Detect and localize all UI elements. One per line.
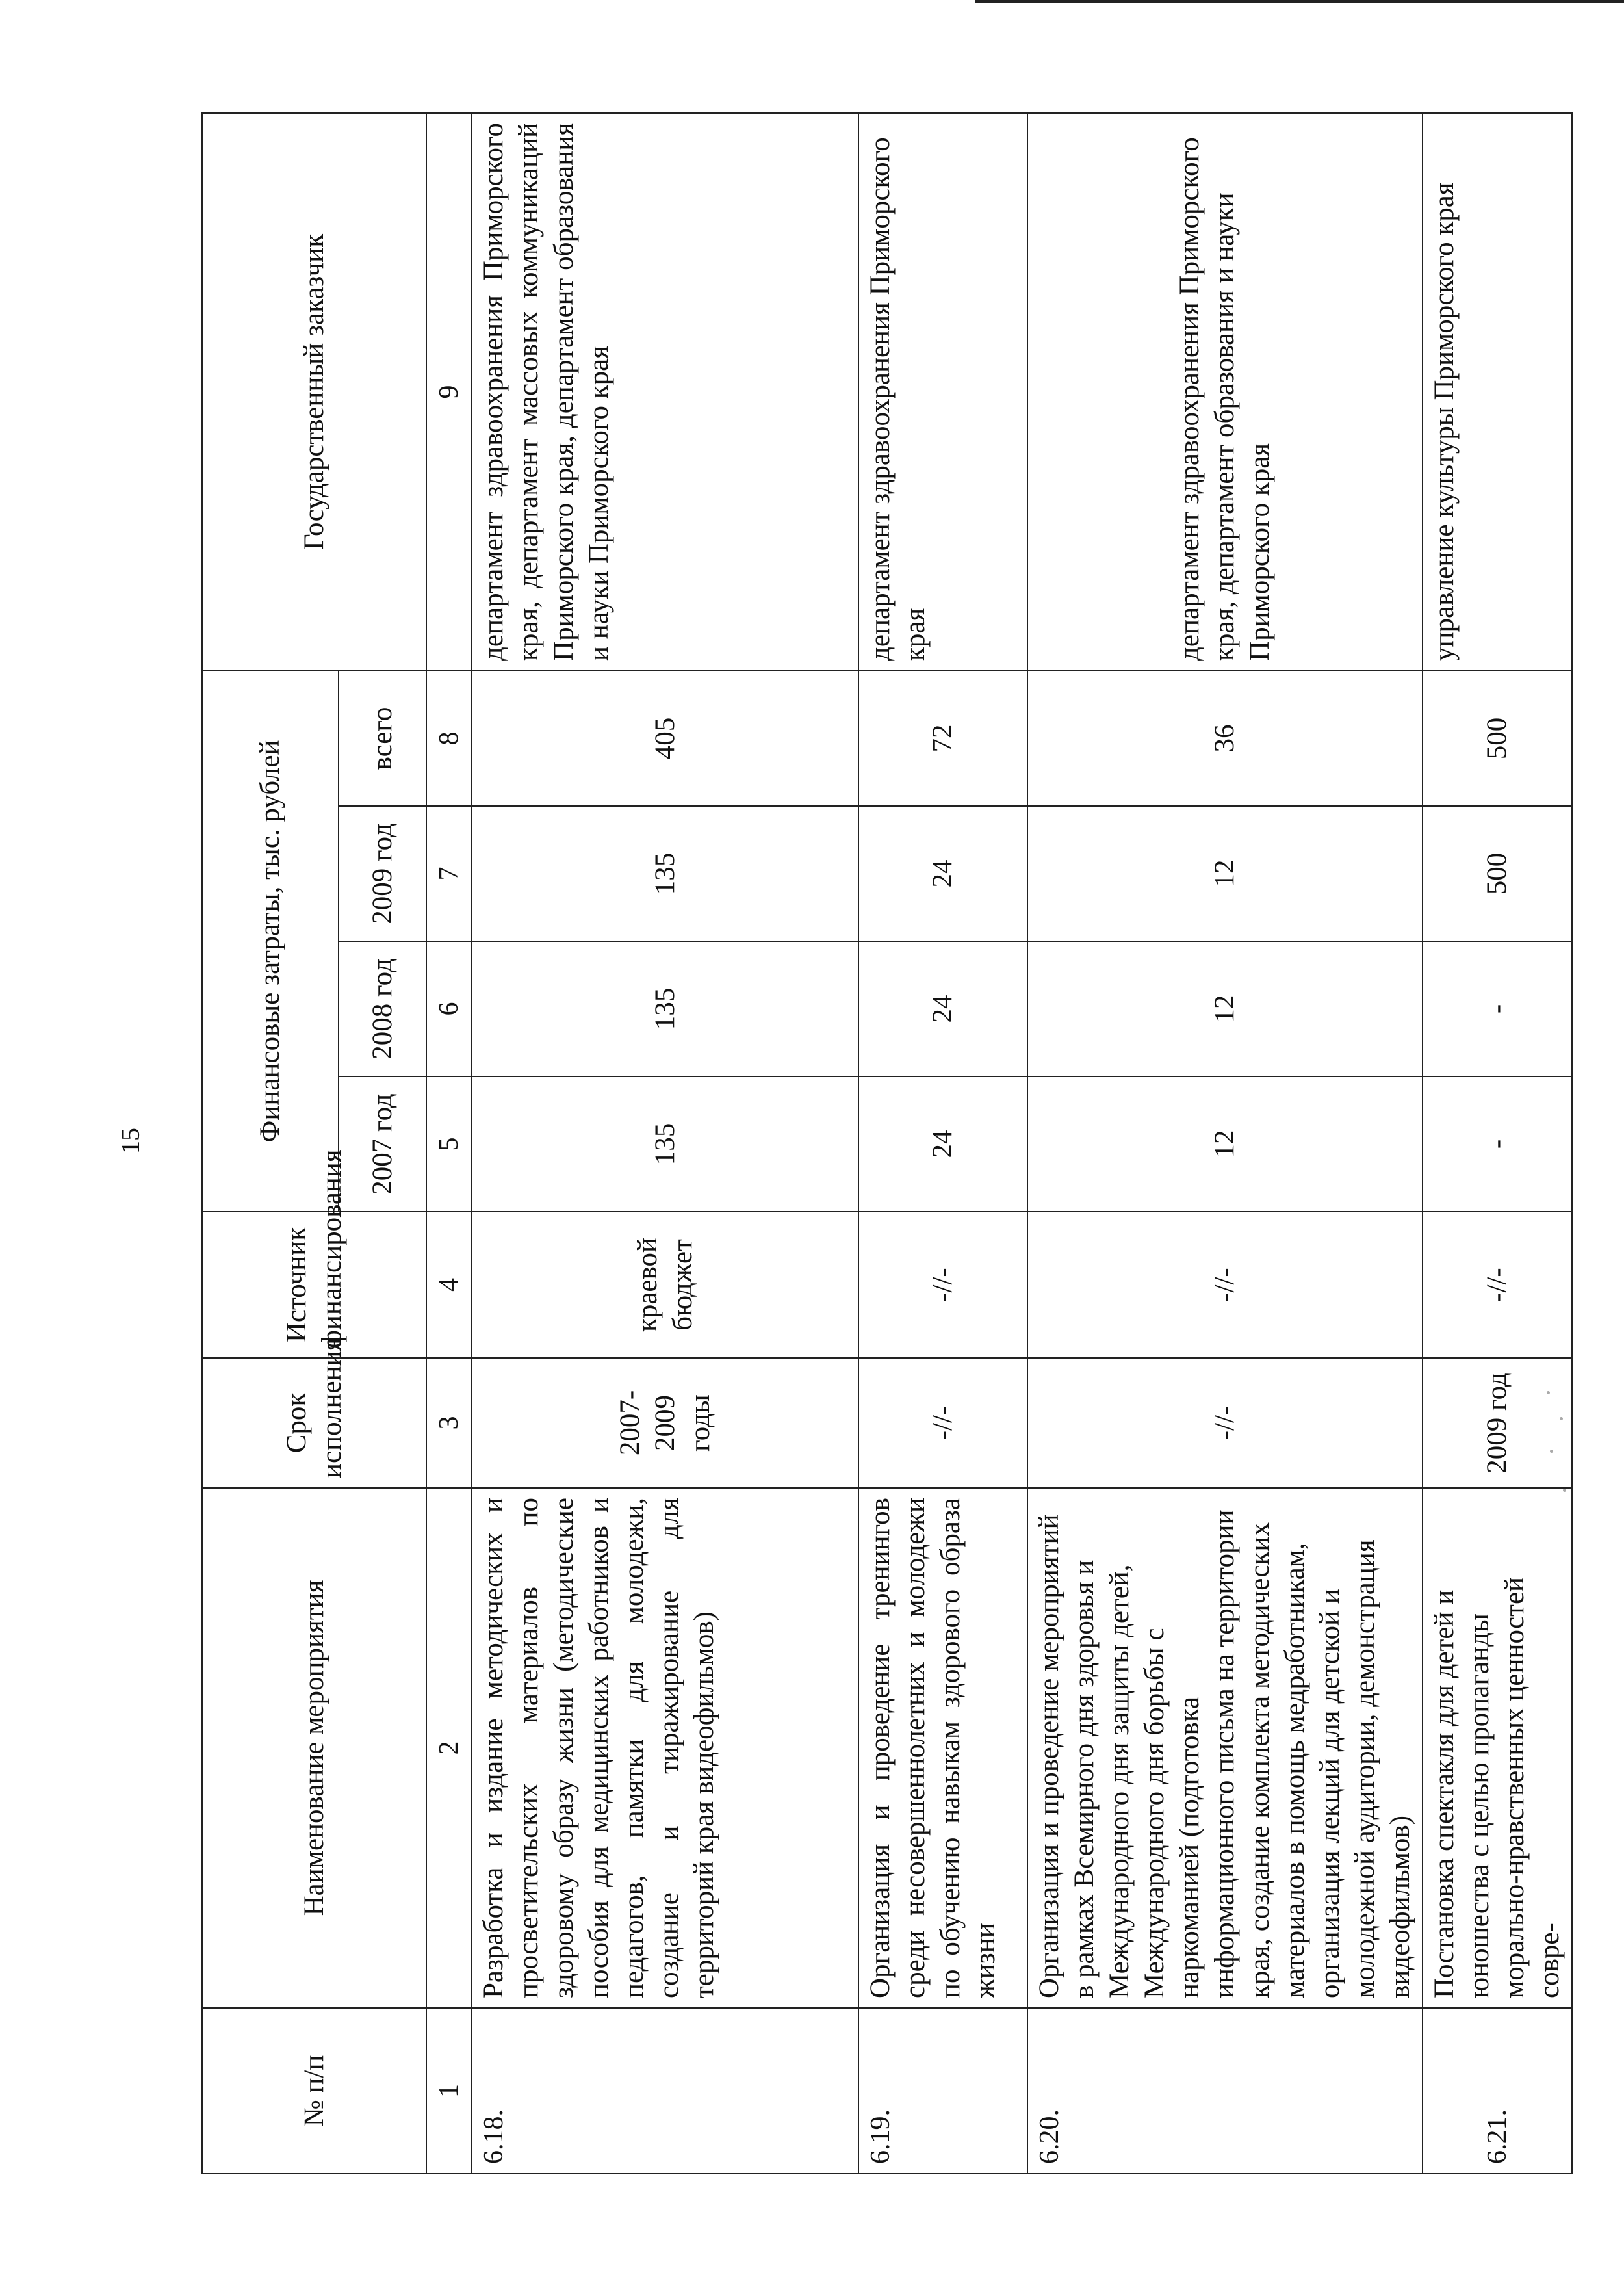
header-total: всего [339, 671, 426, 806]
table-row [472, 113, 858, 2174]
table-row [1027, 113, 1423, 2174]
cost-2008: - [1423, 941, 1572, 1076]
customer: департамент здравоохранения Приморского края, департамент образования и науки Приморского края [1027, 113, 1423, 671]
term: -//- [858, 1358, 1027, 1488]
cost-2008: 12 [1027, 941, 1423, 1076]
cost-2007: - [1423, 1076, 1572, 1212]
column-number: 4 [426, 1212, 472, 1358]
cost-2007: 24 [858, 1076, 1027, 1212]
measure-name: Разработка и издание методических и просветительских материалов по здоровому образу жизни (методические пособия для медицинских работников и педагогов, памятки для молодежи, создание и тиражирование для территорий края видеофильмов) [472, 1488, 858, 2008]
customer: департамент здравоохранения Приморского края, департамент массовых коммуникаций Приморского края, департамент образования и науки Приморского края [472, 113, 858, 671]
customer: департамент здравоохранения Приморского края [858, 113, 1027, 671]
cost-total: 36 [1027, 671, 1423, 806]
cost-2008: 135 [472, 941, 858, 1076]
funding-source: -//- [1027, 1212, 1423, 1358]
cost-2009: 500 [1423, 806, 1572, 941]
cost-total: 500 [1423, 671, 1572, 806]
column-number: 1 [426, 2008, 472, 2174]
page-number: 15 [115, 1128, 145, 1154]
header-2007: 2007 год [339, 1076, 426, 1212]
cost-2009: 24 [858, 806, 1027, 941]
table-row [858, 113, 1027, 2174]
header-costs-group: Финансовые затраты, тыс. рублей [202, 671, 339, 1212]
header-row [202, 113, 339, 2174]
cost-2009: 135 [472, 806, 858, 941]
rotated-table-sheet [201, 114, 1565, 2174]
term: -//- [1027, 1358, 1423, 1488]
header-term: Срок исполнения [202, 1358, 426, 1488]
column-number: 6 [426, 941, 472, 1076]
measure-name: Постановка спектакля для детей и юношества с целью пропаганды морально-нравственных ценностей совре- [1423, 1488, 1572, 2008]
funding-source: краевой бюджет [472, 1212, 858, 1358]
header-name: Наименование мероприятия [202, 1488, 426, 2008]
row-number: 6.19. [858, 2008, 1027, 2174]
header-2009: 2009 год [339, 806, 426, 941]
measure-name: Организация и проведение мероприятий в рамках Всемирного дня здоровья и Международного дня защиты детей, Международного дня борьбы с наркоманией (подготовка информационного письма на территории края, создание комплекта методических материалов в помощь медработникам, организация лекций для детской и молодежной аудитории, демонстрация видеофильмов) [1027, 1488, 1423, 2008]
cost-2007: 135 [472, 1076, 858, 1212]
funding-source: -//- [858, 1212, 1027, 1358]
column-number-row [426, 113, 472, 2174]
header-customer: Государственный заказчик [202, 113, 426, 671]
customer: управление культуры Приморского края [1423, 113, 1572, 671]
cost-2009: 12 [1027, 806, 1423, 941]
row-number: 6.21. [1423, 2008, 1572, 2174]
cost-total: 72 [858, 671, 1027, 806]
header-source: Источник финансирования [202, 1212, 426, 1358]
column-number: 5 [426, 1076, 472, 1212]
measures-table [201, 112, 1573, 2174]
table-row [1423, 113, 1572, 2174]
column-number: 2 [426, 1488, 472, 2008]
top-edge-line [975, 0, 1624, 3]
term: 2007-2009 годы [472, 1358, 858, 1488]
measure-name: Организация и проведение тренингов среди несовершеннолетних и молодежи по обучению навыкам здорового образа жизни [858, 1488, 1027, 2008]
row-number: 6.18. [472, 2008, 858, 2174]
row-number: 6.20. [1027, 2008, 1423, 2174]
column-number: 7 [426, 806, 472, 941]
header-num: № п/п [202, 2008, 426, 2174]
term: 2009 год [1423, 1358, 1572, 1488]
cost-2007: 12 [1027, 1076, 1423, 1212]
cost-2008: 24 [858, 941, 1027, 1076]
column-number: 3 [426, 1358, 472, 1488]
funding-source: -//- [1423, 1212, 1572, 1358]
column-number: 9 [426, 113, 472, 671]
header-2008: 2008 год [339, 941, 426, 1076]
cost-total: 405 [472, 671, 858, 806]
column-number: 8 [426, 671, 472, 806]
